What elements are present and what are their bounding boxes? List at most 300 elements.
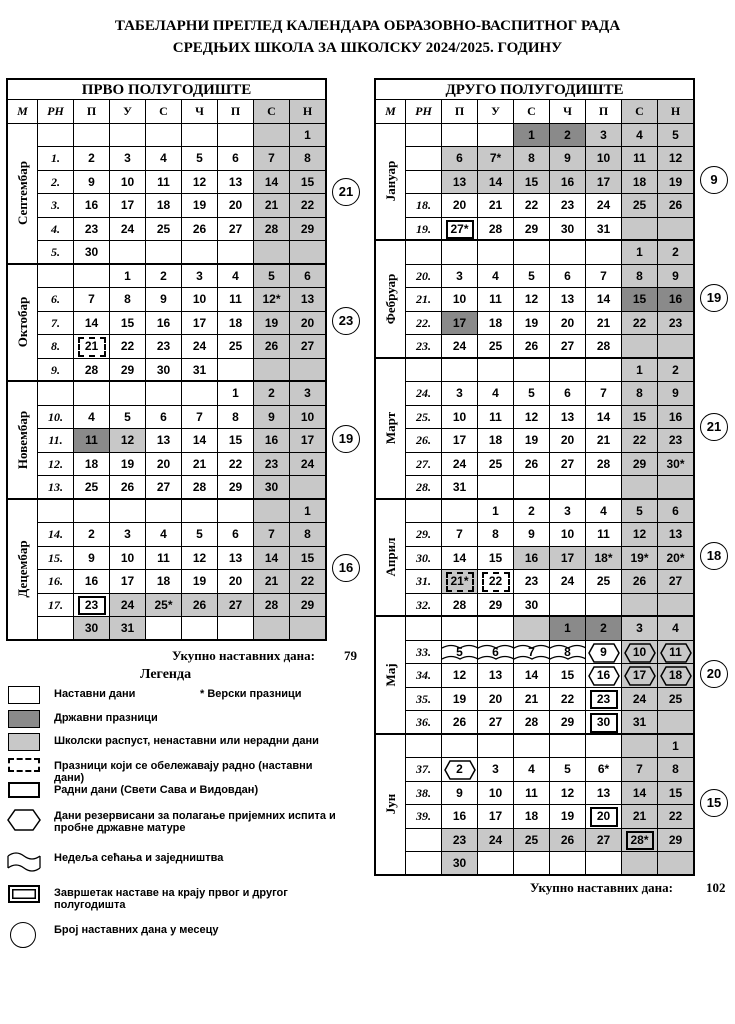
- week-number: 38.: [406, 782, 442, 806]
- month-label: Децембар: [8, 500, 38, 641]
- total-teaching-days-value: 79: [344, 648, 357, 663]
- legend-wave-icon: [6, 850, 42, 874]
- month-label: Септембар: [8, 124, 38, 265]
- day-cell: 7: [586, 382, 622, 406]
- legend-text: Недеља сећања и заједништва: [54, 852, 224, 864]
- day-cell: 11: [218, 288, 254, 312]
- day-cell: 11: [478, 288, 514, 312]
- day-cell: 29: [514, 218, 550, 242]
- day-cell: [442, 735, 478, 759]
- day-cell: 30: [254, 476, 290, 500]
- day-cell: 28: [442, 594, 478, 618]
- total-teaching-days-label: Укупно наставних дана:: [530, 880, 673, 895]
- day-cell: 8: [218, 406, 254, 430]
- day-cell: [586, 735, 622, 759]
- day-cell: [442, 124, 478, 148]
- week-number: 20.: [406, 265, 442, 289]
- day-cell: 19: [514, 429, 550, 453]
- day-cell: 24: [182, 335, 218, 359]
- day-cell: 3: [478, 758, 514, 782]
- month-label: Јун: [376, 735, 406, 876]
- day-cell: 22: [218, 453, 254, 477]
- day-cell: 9: [74, 547, 110, 571]
- day-cell: 17: [182, 312, 218, 336]
- day-cell: [586, 241, 622, 265]
- reserved-exam-day-hexagon: [588, 666, 620, 686]
- day-cell: [442, 500, 478, 524]
- day-cell: 30: [586, 711, 622, 735]
- day-cell: 28: [478, 218, 514, 242]
- day-cell: [550, 594, 586, 618]
- day-cell: 19: [110, 453, 146, 477]
- day-cell: 16: [254, 429, 290, 453]
- total-teaching-days-label: Укупно наставних дана:: [172, 648, 315, 663]
- day-cell: 6: [478, 641, 514, 665]
- day-cell: 1: [622, 359, 658, 383]
- day-cell: 10: [586, 147, 622, 171]
- day-cell: 31: [622, 711, 658, 735]
- day-cell: 4: [622, 124, 658, 148]
- week-number: [406, 829, 442, 853]
- day-cell: 11: [586, 523, 622, 547]
- day-cell: 5: [658, 124, 694, 148]
- day-cell: 6: [146, 406, 182, 430]
- day-cell: 31: [442, 476, 478, 500]
- day-cell: 5: [514, 265, 550, 289]
- day-cell: 3: [110, 523, 146, 547]
- week-number: 35.: [406, 688, 442, 712]
- day-cell: 24: [478, 829, 514, 853]
- week-number: 24.: [406, 382, 442, 406]
- day-cell: 21: [586, 429, 622, 453]
- column-header: Ч: [182, 100, 218, 124]
- day-cell: 18: [622, 171, 658, 195]
- day-cell: 10: [478, 782, 514, 806]
- day-cell: 24: [550, 570, 586, 594]
- monthly-teaching-days-circle: 16: [332, 554, 360, 582]
- day-cell: 20: [550, 312, 586, 336]
- day-cell: [254, 124, 290, 148]
- day-cell: 26: [658, 194, 694, 218]
- week-number: 29.: [406, 523, 442, 547]
- day-cell: 26: [514, 335, 550, 359]
- day-cell: 6: [290, 265, 326, 289]
- day-cell: [658, 218, 694, 242]
- day-cell: 30: [74, 617, 110, 641]
- day-cell: 23: [146, 335, 182, 359]
- day-cell: 20: [550, 429, 586, 453]
- day-cell: 11: [146, 171, 182, 195]
- day-cell: [218, 359, 254, 383]
- day-cell: 4: [146, 147, 182, 171]
- month-label: Новембар: [8, 382, 38, 500]
- week-number: 23.: [406, 335, 442, 359]
- week-number: 17.: [38, 594, 74, 618]
- day-cell: 6: [658, 500, 694, 524]
- day-cell: 9: [514, 523, 550, 547]
- day-cell: 17: [622, 664, 658, 688]
- legend-text: Државни празници: [54, 712, 158, 724]
- week-number: 30.: [406, 547, 442, 571]
- day-cell: 15: [290, 547, 326, 571]
- day-cell: 12: [110, 429, 146, 453]
- day-cell: 28: [182, 476, 218, 500]
- day-cell: 23: [74, 594, 110, 618]
- day-cell: [182, 124, 218, 148]
- day-cell: 16: [658, 406, 694, 430]
- day-cell: 20: [218, 194, 254, 218]
- day-cell: 21: [514, 688, 550, 712]
- remembrance-week-wave: [442, 642, 586, 664]
- day-cell: [658, 335, 694, 359]
- day-cell: 17: [586, 171, 622, 195]
- week-number: 4.: [38, 218, 74, 242]
- day-cell: 14: [586, 406, 622, 430]
- day-cell: [146, 500, 182, 524]
- day-cell: 1: [622, 241, 658, 265]
- end-of-term-box: [590, 713, 618, 733]
- reserved-exam-day-hexagon: [444, 760, 476, 780]
- day-cell: [586, 476, 622, 500]
- day-cell: 7: [514, 641, 550, 665]
- day-cell: 4: [218, 265, 254, 289]
- day-cell: 14: [514, 664, 550, 688]
- day-cell: 16: [146, 312, 182, 336]
- day-cell: 23: [442, 829, 478, 853]
- day-cell: 13: [550, 288, 586, 312]
- day-cell: 4: [514, 758, 550, 782]
- day-cell: 29: [110, 359, 146, 383]
- day-cell: [254, 359, 290, 383]
- week-number: [38, 382, 74, 406]
- day-cell: 13: [290, 288, 326, 312]
- day-cell: [110, 382, 146, 406]
- day-cell: 3: [622, 617, 658, 641]
- day-cell: 1: [218, 382, 254, 406]
- week-number: 6.: [38, 288, 74, 312]
- column-header: М: [376, 100, 406, 124]
- week-number: 27.: [406, 453, 442, 477]
- reserved-exam-day-hexagon: [588, 643, 620, 663]
- day-cell: 23: [550, 194, 586, 218]
- week-number: 14.: [38, 523, 74, 547]
- day-cell: 20: [290, 312, 326, 336]
- monthly-teaching-days-circle: 15: [700, 789, 728, 817]
- day-cell: [514, 359, 550, 383]
- day-cell: 27: [146, 476, 182, 500]
- day-cell: 2: [74, 147, 110, 171]
- week-number: 26.: [406, 429, 442, 453]
- week-number: 2.: [38, 171, 74, 195]
- day-cell: 26: [442, 711, 478, 735]
- day-cell: 19: [550, 805, 586, 829]
- day-cell: 7*: [478, 147, 514, 171]
- day-cell: 18: [146, 570, 182, 594]
- week-number: 21.: [406, 288, 442, 312]
- day-cell: 26: [622, 570, 658, 594]
- day-cell: 5: [514, 382, 550, 406]
- day-cell: 8: [290, 147, 326, 171]
- day-cell: 14: [586, 288, 622, 312]
- day-cell: [146, 382, 182, 406]
- day-cell: 1: [290, 124, 326, 148]
- day-cell: [218, 500, 254, 524]
- day-cell: 22: [622, 312, 658, 336]
- day-cell: [478, 852, 514, 876]
- day-cell: [514, 735, 550, 759]
- column-header: П: [218, 100, 254, 124]
- day-cell: 14: [182, 429, 218, 453]
- day-cell: [550, 241, 586, 265]
- day-cell: 14: [442, 547, 478, 571]
- day-cell: 3: [442, 382, 478, 406]
- day-cell: 17: [550, 547, 586, 571]
- day-cell: 7: [622, 758, 658, 782]
- day-cell: 12: [658, 147, 694, 171]
- day-cell: 23: [254, 453, 290, 477]
- day-cell: [514, 852, 550, 876]
- week-number: 9.: [38, 359, 74, 383]
- day-cell: 28: [254, 218, 290, 242]
- month-label: Јануар: [376, 124, 406, 242]
- week-number: [38, 124, 74, 148]
- week-number: 11.: [38, 429, 74, 453]
- day-cell: 26: [182, 594, 218, 618]
- day-cell: 5: [254, 265, 290, 289]
- week-number: 37.: [406, 758, 442, 782]
- day-cell: [290, 359, 326, 383]
- title-line-2: СРЕДЊИХ ШКОЛА ЗА ШКОЛСКУ 2024/2025. ГОДИНУ: [172, 40, 563, 56]
- day-cell: 27: [550, 335, 586, 359]
- column-header: С: [514, 100, 550, 124]
- day-cell: [550, 735, 586, 759]
- day-cell: 3: [586, 124, 622, 148]
- day-cell: 2: [74, 523, 110, 547]
- day-cell: 21: [182, 453, 218, 477]
- week-number: 18.: [406, 194, 442, 218]
- day-cell: [478, 359, 514, 383]
- week-number: 25.: [406, 406, 442, 430]
- day-cell: 19: [182, 570, 218, 594]
- column-header: С: [622, 100, 658, 124]
- day-cell: 18: [218, 312, 254, 336]
- day-cell: 29: [290, 594, 326, 618]
- day-cell: [110, 124, 146, 148]
- day-cell: 22: [478, 570, 514, 594]
- day-cell: [622, 476, 658, 500]
- second-semester-table: [374, 78, 695, 876]
- week-number: 31.: [406, 570, 442, 594]
- day-cell: [74, 265, 110, 289]
- day-cell: 18: [514, 805, 550, 829]
- day-cell: 24: [290, 453, 326, 477]
- day-cell: 22: [550, 688, 586, 712]
- day-cell: 3: [550, 500, 586, 524]
- end-of-term-box: [590, 690, 618, 710]
- day-cell: [254, 500, 290, 524]
- day-cell: 16: [74, 194, 110, 218]
- day-cell: [146, 617, 182, 641]
- day-cell: [442, 241, 478, 265]
- day-cell: 25: [658, 688, 694, 712]
- day-cell: [290, 617, 326, 641]
- day-cell: 16: [514, 547, 550, 571]
- day-cell: 7: [254, 523, 290, 547]
- day-cell: 12: [182, 171, 218, 195]
- column-header: П: [586, 100, 622, 124]
- day-cell: [74, 382, 110, 406]
- day-cell: [290, 241, 326, 265]
- day-cell: 21: [74, 335, 110, 359]
- reserved-exam-day-hexagon: [660, 666, 692, 686]
- day-cell: 19: [514, 312, 550, 336]
- day-cell: 21: [622, 805, 658, 829]
- monthly-teaching-days-circle: 18: [700, 542, 728, 570]
- legend-swatch: [8, 686, 40, 704]
- day-cell: [478, 241, 514, 265]
- day-cell: 19: [658, 171, 694, 195]
- day-cell: [622, 335, 658, 359]
- week-number: 22.: [406, 312, 442, 336]
- day-cell: 16: [442, 805, 478, 829]
- day-cell: 6: [218, 147, 254, 171]
- day-cell: [146, 241, 182, 265]
- day-cell: 26: [182, 218, 218, 242]
- day-cell: 5: [182, 523, 218, 547]
- day-cell: [658, 852, 694, 876]
- day-cell: 15: [622, 406, 658, 430]
- day-cell: 31: [110, 617, 146, 641]
- day-cell: 10: [622, 641, 658, 665]
- day-cell: 30*: [658, 453, 694, 477]
- day-cell: 24: [442, 335, 478, 359]
- worked-holiday-box: [78, 337, 106, 357]
- day-cell: 8: [290, 523, 326, 547]
- day-cell: 2: [442, 758, 478, 782]
- reserved-exam-day-hexagon: [660, 643, 692, 663]
- day-cell: 14: [254, 547, 290, 571]
- day-cell: 25: [514, 829, 550, 853]
- day-cell: 25: [218, 335, 254, 359]
- reserved-exam-day-hexagon: [624, 666, 656, 686]
- day-cell: 13: [218, 171, 254, 195]
- monthly-teaching-days-circle: 9: [700, 166, 728, 194]
- day-cell: [586, 359, 622, 383]
- day-cell: 23: [586, 688, 622, 712]
- day-cell: 21*: [442, 570, 478, 594]
- day-cell: 27: [218, 218, 254, 242]
- day-cell: 27: [586, 829, 622, 853]
- day-cell: 21: [254, 194, 290, 218]
- day-cell: 28: [74, 359, 110, 383]
- title-line-1: ТАБЕЛАРНИ ПРЕГЛЕД КАЛЕНДАРА ОБРАЗОВНО-ВАСПИТНОГ РАДА: [114, 18, 621, 34]
- column-header: Н: [658, 100, 694, 124]
- week-number: [406, 735, 442, 759]
- day-cell: 7: [254, 147, 290, 171]
- day-cell: 15: [478, 547, 514, 571]
- day-cell: 29: [550, 711, 586, 735]
- day-cell: 13: [478, 664, 514, 688]
- day-cell: 26: [254, 335, 290, 359]
- day-cell: 13: [218, 547, 254, 571]
- day-cell: 25: [146, 218, 182, 242]
- week-number: [406, 617, 442, 641]
- day-cell: [550, 476, 586, 500]
- day-cell: [622, 735, 658, 759]
- week-number: 19.: [406, 218, 442, 242]
- day-cell: [218, 617, 254, 641]
- monthly-teaching-days-circle: 19: [700, 284, 728, 312]
- day-cell: 19: [182, 194, 218, 218]
- day-cell: 5: [110, 406, 146, 430]
- day-cell: [110, 500, 146, 524]
- day-cell: 30: [442, 852, 478, 876]
- total-teaching-days-value: 102: [706, 880, 726, 895]
- day-cell: 18: [478, 429, 514, 453]
- day-cell: 6: [550, 382, 586, 406]
- day-cell: 20: [146, 453, 182, 477]
- legend-text: Школски распуст, ненаставни или нерадни дани: [54, 735, 319, 747]
- day-cell: 13: [658, 523, 694, 547]
- month-label: Април: [376, 500, 406, 618]
- column-header: М: [8, 100, 38, 124]
- day-cell: 2: [550, 124, 586, 148]
- monthly-teaching-days-circle: 21: [700, 413, 728, 441]
- day-cell: 1: [550, 617, 586, 641]
- legend-swatch: [8, 758, 40, 772]
- day-cell: [550, 359, 586, 383]
- legend-swatch: [8, 782, 40, 798]
- day-cell: 8: [622, 382, 658, 406]
- day-cell: 19*: [622, 547, 658, 571]
- week-number: 10.: [38, 406, 74, 430]
- day-cell: [478, 735, 514, 759]
- day-cell: [478, 124, 514, 148]
- day-cell: 28: [586, 453, 622, 477]
- week-number: 34.: [406, 664, 442, 688]
- day-cell: [74, 500, 110, 524]
- day-cell: 20: [442, 194, 478, 218]
- day-cell: 20: [218, 570, 254, 594]
- month-label: Март: [376, 359, 406, 500]
- day-cell: 12*: [254, 288, 290, 312]
- week-number: [406, 147, 442, 171]
- day-cell: 24: [622, 688, 658, 712]
- day-cell: 29: [218, 476, 254, 500]
- day-cell: 10: [550, 523, 586, 547]
- column-header: П: [442, 100, 478, 124]
- end-of-term-box: [78, 596, 106, 616]
- day-cell: 19: [254, 312, 290, 336]
- day-cell: [550, 852, 586, 876]
- day-cell: [622, 852, 658, 876]
- legend-text: Дани резервисани за полагање пријемних испита и пробне државне матуре: [54, 810, 336, 834]
- day-cell: 4: [74, 406, 110, 430]
- day-cell: 7: [586, 265, 622, 289]
- month-label: Фебруар: [376, 241, 406, 359]
- week-number: 8.: [38, 335, 74, 359]
- day-cell: 24: [110, 218, 146, 242]
- day-cell: 6: [442, 147, 478, 171]
- legend-text: Број наставних дана у месецу: [54, 924, 219, 936]
- day-cell: 20: [478, 688, 514, 712]
- day-cell: 14: [254, 171, 290, 195]
- week-number: 5.: [38, 241, 74, 265]
- day-cell: 21: [254, 570, 290, 594]
- week-number: 12.: [38, 453, 74, 477]
- week-number: 1.: [38, 147, 74, 171]
- day-cell: 30: [74, 241, 110, 265]
